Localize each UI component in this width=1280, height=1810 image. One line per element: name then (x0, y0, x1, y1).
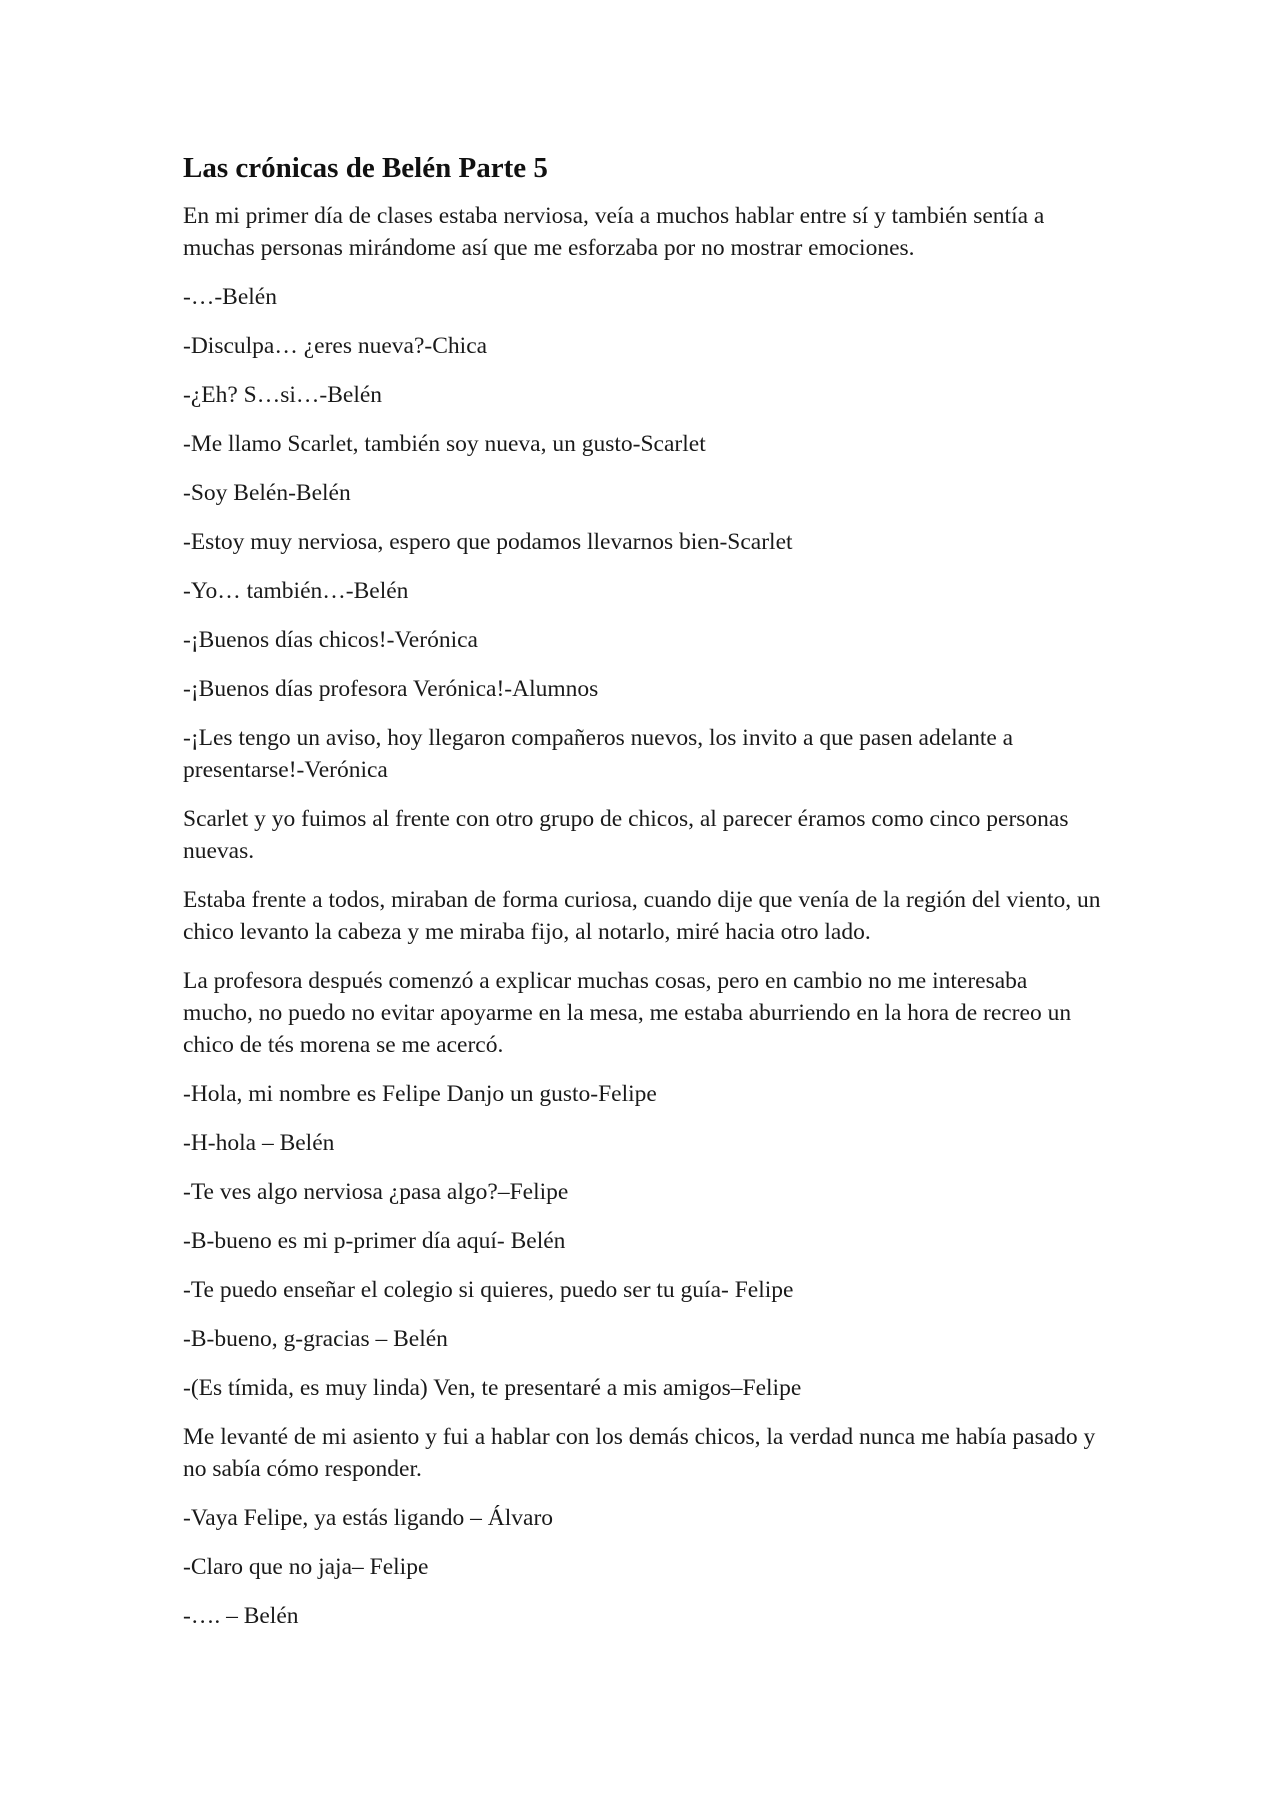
paragraph: Me levanté de mi asiento y fui a hablar con los demás chicos, la verdad nunca me había pasado y no sabía cómo responder. (183, 1424, 1096, 1482)
dialogue-line: -Vaya Felipe, ya estás ligando – Álvaro (183, 1505, 554, 1531)
dialogue-line: -B-bueno es mi p-primer día aquí- Belén (183, 1228, 566, 1254)
dialogue-line: -H-hola – Belén (183, 1130, 335, 1156)
dialogue-line: -¡Buenos días profesora Verónica!-Alumnos (183, 676, 599, 702)
dialogue-line: -¿Eh? S…si…-Belén (183, 382, 383, 408)
dialogue-line: -Yo… también…-Belén (183, 578, 409, 604)
dialogue-line: -…. – Belén (183, 1603, 299, 1629)
dialogue-line: -Soy Belén-Belén (183, 480, 351, 506)
dialogue-line: -¡Buenos días chicos!-Verónica (183, 627, 478, 653)
document-body (183, 150, 1103, 1649)
paragraph: En mi primer día de clases estaba nerviosa, veía a muchos hablar entre sí y también sentía a muchas personas mirándome así que me esforzaba por no mostrar emociones. (183, 203, 1045, 261)
dialogue-line: -Te ves algo nerviosa ¿pasa algo?–Felipe (183, 1179, 569, 1205)
dialogue-line: -Estoy muy nerviosa, espero que podamos llevarnos bien-Scarlet (183, 529, 793, 555)
dialogue-line: -Me llamo Scarlet, también soy nueva, un gusto-Scarlet (183, 431, 706, 457)
document-title: Las crónicas de Belén Parte 5 (183, 152, 548, 184)
dialogue-line: -¡Les tengo un aviso, hoy llegaron compañeros nuevos, los invito a que pasen adelante a presentarse!-Verónica (183, 725, 1014, 783)
dialogue-line: -Disculpa… ¿eres nueva?-Chica (183, 333, 488, 359)
paragraph: La profesora después comenzó a explicar muchas cosas, pero en cambio no me interesaba mucho, no puedo no evitar apoyarme en la mesa, me estaba aburriendo en la hora de recreo un chico de tés morena se me acercó. (183, 968, 1072, 1058)
dialogue-line: -Claro que no jaja– Felipe (183, 1554, 429, 1580)
dialogue-line: -Te puedo enseñar el colegio si quieres, puedo ser tu guía- Felipe (183, 1277, 794, 1303)
paragraph: Estaba frente a todos, miraban de forma curiosa, cuando dije que venía de la región del viento, un chico levanto la cabeza y me miraba fijo, al notarlo, miré hacia otro lado. (183, 887, 1101, 945)
dialogue-line: -…-Belén (183, 284, 277, 310)
dialogue-line: -(Es tímida, es muy linda) Ven, te presentaré a mis amigos–Felipe (183, 1375, 802, 1401)
dialogue-line: -Hola, mi nombre es Felipe Danjo un gusto-Felipe (183, 1081, 657, 1107)
paragraph: Scarlet y yo fuimos al frente con otro grupo de chicos, al parecer éramos como cinco personas nuevas. (183, 806, 1069, 864)
dialogue-line: -B-bueno, g-gracias – Belén (183, 1326, 448, 1352)
